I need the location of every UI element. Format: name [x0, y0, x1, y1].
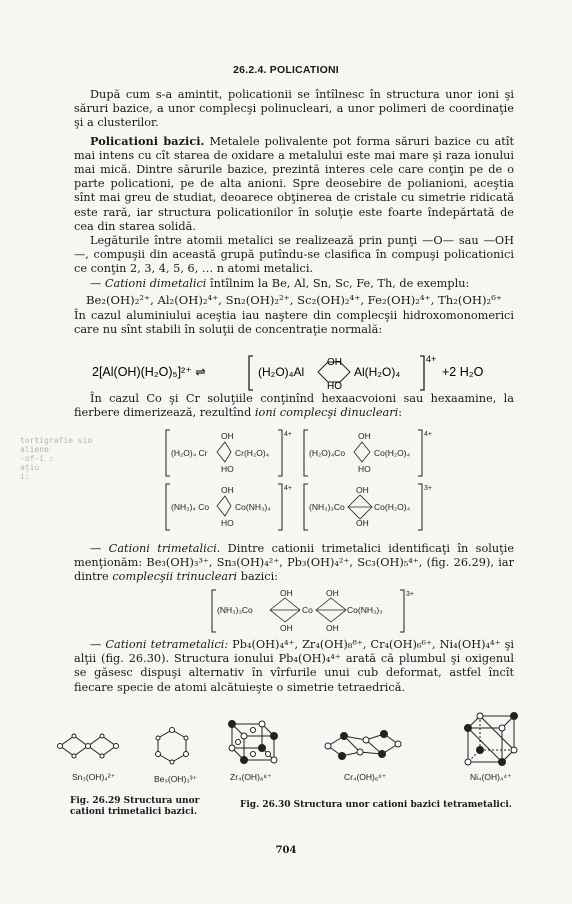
ni-structure-drawing: [465, 713, 518, 766]
equation-right: +2 H₂O: [442, 365, 484, 379]
cr-right-label: Cr(H₂O)₄: [235, 448, 270, 458]
paragraph-8-block: [74, 638, 514, 695]
cr-left-label: (H₂O)₄ Cr: [171, 448, 208, 458]
paragraph-7: [74, 542, 514, 585]
figures-row: [48, 710, 528, 790]
caption-fig-26-30: Fig. 26.30 Structura unor cationi bazici tetrametalici.: [240, 800, 512, 810]
nh3-left-label: (NH₃)₄ Co: [171, 502, 210, 512]
nh3-charge: 4+: [284, 485, 292, 492]
tri-bridged-right: Co(H₂O)₄: [374, 502, 411, 512]
sn-label: Sn₃(OH)₄²⁺: [72, 772, 116, 782]
paragraph-8-heading: — Cationi tetrametalici:: [90, 638, 229, 651]
nh3-right-label: Co(NH₃)₄: [235, 502, 271, 512]
tri-oh-2: OH: [280, 623, 293, 633]
tri-bridged-oh-bottom: OH: [356, 518, 369, 528]
cr-oh: OH: [221, 431, 234, 441]
paragraph-7-text: Dintre cationii trimetalici identificaţi în soluţie menţionăm: Be₃(OH)₃³⁺, Sn₃(OH)₄²⁺, Pb₃(OH)₄²⁺, Sc₃(OH)₅⁴⁺, (fig. 26.29), iar dintre: [74, 542, 515, 584]
tri-bridged-oh-top: OH: [356, 485, 369, 495]
paragraph-6: [74, 392, 514, 420]
paragraph-intro: [74, 88, 514, 337]
paragraph-6-colon: :: [398, 406, 403, 420]
paragraph-5: În cazul aluminiului aceştia iau naştere din complecşii hidroxomonomerici care nu sînt stabili în soluţii de concentraţie normală:: [74, 309, 514, 337]
cr-structure-drawing: [325, 731, 401, 760]
trinuclear-structure: [210, 586, 420, 636]
nh3-ho: HO: [221, 518, 234, 528]
bleed-through-text: [20, 436, 92, 481]
paragraph-6-text: În cazul Co şi Cr soluţiile conţinînd hexaacvoioni sau hexaamine, la fierbere dimerizează, rezultînd: [74, 392, 514, 420]
paragraph-2-text: Metalele polivalente pot forma săruri bazice cu atît mai intens cu cît starea de oxidare a metalului este mai mare şi raza ionului mai mică. Dintre sărurile bazice, prezintă interes cele care conţin pe de o parte policationi, pe de alta anioni. Spre deosebire de polianioni, aceştia sînt mai greu de studiat, deoarece obţinerea de cristale cu simetrie ridicată este rară, iar structura policationilor în soluţie este foarte îndepărtată de cea din starea solidă.: [74, 134, 514, 233]
cr-ho: HO: [221, 464, 234, 474]
tri-oh-1: OH: [280, 588, 293, 598]
zr-label: Zr₄(OH)₈⁸⁺: [230, 772, 272, 782]
tri-bridged-charge: 3+: [424, 485, 432, 492]
equation-oh: OH: [327, 357, 342, 368]
paragraph-1: După cum s-a amintit, policationii se întîlnesc în structura unor ioni şi săruri bazice, a unor complecşi polinucleari, a unor polimeri de coordinaţie şi a clusterilor.: [74, 88, 514, 130]
paragraph-7-italic: complecşii trinucleari: [112, 570, 238, 584]
be-label: Be₃(OH)₃³⁺: [154, 774, 198, 784]
zr-structure-drawing: [229, 721, 278, 764]
bleed-line: aliene: [20, 445, 49, 454]
tri-mid-label: Co: [302, 605, 313, 615]
paragraph-3: Legăturile între atomii metalici se realizează prin punţi —O— sau —OH—, compuşii din această grupă putîndu-se clasifica în compuşi policationici ce conţin 2, 3, 4, 5, 6, … n atomi metalici.: [74, 234, 514, 276]
dimetallic-formulas: Be₂(OH)₂²⁺, Al₂(OH)₂⁴⁺, Sn₂(OH)₂²⁺, Sc₂(OH)₂⁴⁺, Fe₂(OH)₂⁴⁺, Th₂(OH)₂⁶⁺: [86, 292, 502, 307]
be-structure-drawing: [156, 728, 189, 765]
nh3-oh: OH: [221, 485, 234, 495]
cr-charge: 4+: [284, 431, 292, 438]
paragraph-6-block: [74, 392, 514, 420]
bleed-line: ațiu: [20, 463, 40, 472]
equation-ho: HO: [327, 381, 342, 392]
tri-bridged-left: (NH₃)₃Co: [309, 502, 345, 512]
paragraph-6-italic: ioni complecşi dinucleari: [254, 406, 399, 420]
co-right-label: Co(H₂O)₄: [374, 448, 411, 458]
paragraph-8: [74, 638, 514, 695]
tri-charge: 3+: [406, 591, 414, 598]
paragraph-7-heading: — Cationi trimetalici.: [90, 542, 221, 555]
tri-right-label: Co(NH₃)₃: [347, 605, 383, 615]
bleed-line: i:: [20, 472, 30, 481]
co-ho: HO: [358, 464, 371, 474]
paragraph-7-block: [74, 542, 514, 585]
co-charge: 4+: [424, 431, 432, 438]
paragraph-4-text: întîlnim la Be, Al, Sn, Sc, Fe, Th, de exemplu:: [209, 276, 470, 290]
paragraph-4: [74, 277, 514, 291]
paragraph-4-heading: — Cationi dimetalici: [90, 276, 207, 290]
paragraph-2-heading: Policationi bazici.: [90, 133, 205, 148]
dinuclear-structures: [150, 428, 450, 538]
equation-complex-a: (H₂O)₄Al: [258, 365, 305, 379]
equation-complex-b: Al(H₂O)₄: [354, 365, 401, 379]
paragraph-7-end: bazici:: [240, 570, 279, 584]
aluminium-equation: [90, 350, 520, 394]
equation-charge: 4+: [426, 354, 437, 364]
co-left-label: (H₂O)₄Co: [309, 448, 346, 458]
ni-label: Ni₄(OH)₄⁴⁺: [470, 772, 512, 782]
bleed-line: -of-i :: [20, 454, 54, 463]
co-oh: OH: [358, 431, 371, 441]
paragraph-8-text: Pb₄(OH)₄⁴⁺, Zr₄(OH)₈⁸⁺, Cr₄(OH)₆⁶⁺, Ni₄(OH)₄⁴⁺ şi alţii (fig. 26.30). Structura ionului Pb₄(OH)₄⁴⁺ arată că plumbul şi oxigenul se găsesc dispuşi alternativ în vîrfurile unui cub deformat, astfel încît fiecare specie de atomi alcătuieşte o simetrie tetraedrică.: [74, 638, 514, 694]
page-number: 704: [275, 845, 297, 856]
section-header: 26.2.4. POLICATIONI: [233, 64, 339, 76]
equation-left: 2[Al(OH)(H₂O)₅]²⁺ ⇌: [92, 365, 206, 379]
paragraph-2: [74, 134, 514, 234]
sn-structure-drawing: [58, 734, 119, 758]
tri-left-label: (NH₃)₃Co: [217, 605, 253, 615]
tri-oh-3: OH: [326, 588, 339, 598]
cr-label: Cr₄(OH)₆⁶⁺: [344, 772, 387, 782]
bleed-line: tortigrafie sio: [20, 436, 93, 445]
caption-fig-26-29: Fig. 26.29 Structura unor cationi trimetalici bazici.: [70, 796, 200, 817]
tri-oh-4: OH: [326, 623, 339, 633]
